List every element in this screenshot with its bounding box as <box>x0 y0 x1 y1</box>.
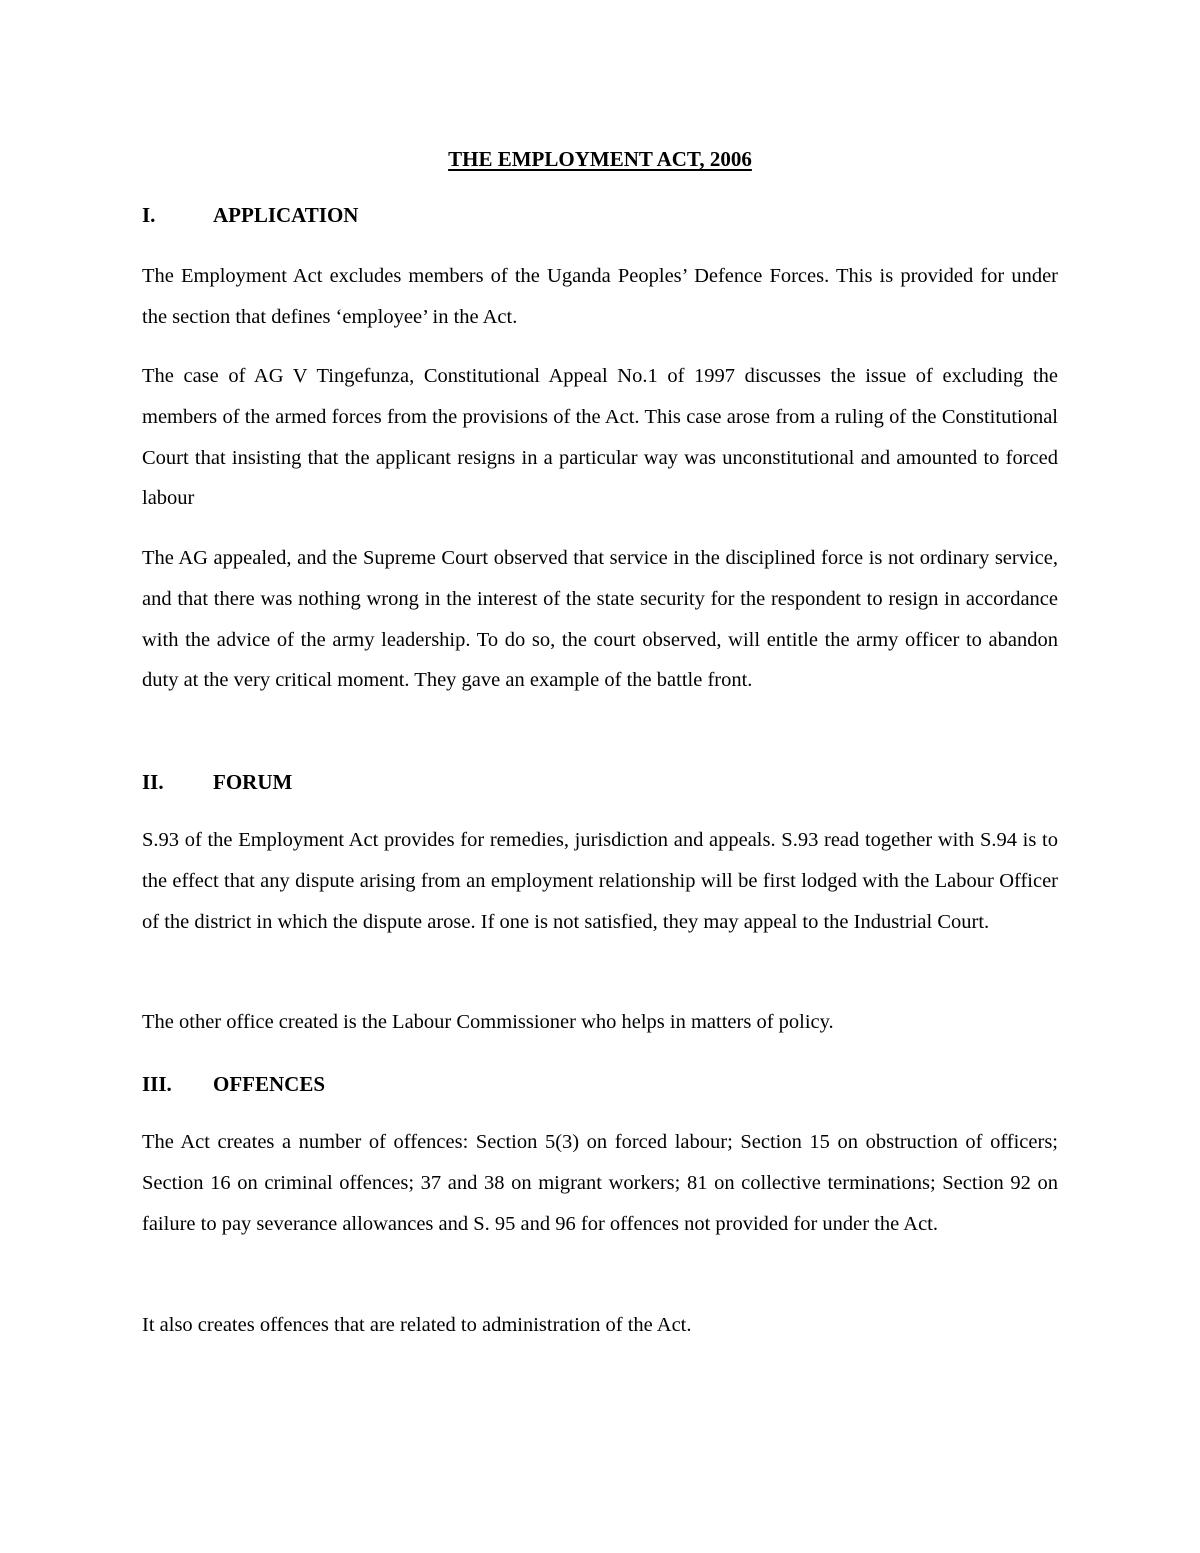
document-title: THE EMPLOYMENT ACT, 2006 <box>448 147 752 171</box>
section-title: APPLICATION <box>213 203 359 227</box>
paragraph-forum-2: The other office created is the Labour Commissioner who helps in matters of policy. <box>142 1011 834 1033</box>
section-number: I. <box>142 203 156 227</box>
section-heading-forum <box>142 768 292 796</box>
section-heading-application <box>142 201 358 229</box>
paragraph-forum-1: S.93 of the Employment Act provides for remedies, jurisdiction and appeals. S.93 read together with S.94 is to the effect that any dispute arising from an employment relationship will be first lodged with the Labour Officer of the district in which the dispute arose. If one is not satisfied, they may appeal to the Industrial Court. <box>142 829 1058 933</box>
paragraph-offences-2: It also creates offences that are related to administration of the Act. <box>142 1314 692 1336</box>
section-heading-offences <box>142 1070 325 1098</box>
section-title: FORUM <box>213 770 293 794</box>
paragraph-application-1: The Employment Act excludes members of the Uganda Peoples’ Defence Forces. This is provided for under the section that defines ‘employee’ in the Act. <box>142 265 1058 328</box>
section-title: OFFENCES <box>213 1072 326 1096</box>
paragraph-offences-1: The Act creates a number of offences: Section 5(3) on forced labour; Section 15 on obstruction of officers; Section 16 on criminal offences; 37 and 38 on migrant workers; 81 on collective terminations; Section 92 on failure to pay severance allowances and S. 95 and 96 for offences not provided for under the Act. <box>142 1131 1058 1235</box>
section-number: II. <box>142 770 164 794</box>
paragraph-application-2: The case of AG V Tingefunza, Constitutional Appeal No.1 of 1997 discusses the issue of excluding the members of the armed forces from the provisions of the Act. This case arose from a ruling of the Constitutional Court that insisting that the applicant resigns in a particular way was unconstitutional and amounted to forced labour <box>142 365 1058 510</box>
section-number: III. <box>142 1072 172 1096</box>
paragraph-application-3: The AG appealed, and the Supreme Court observed that service in the disciplined force is not ordinary service, and that there was nothing wrong in the interest of the state security for the respondent to resign in accordance with the advice of the army leadership. To do so, the court observed, will entitle the army officer to abandon duty at the very critical moment. They gave an example of the battle front. <box>142 547 1058 692</box>
